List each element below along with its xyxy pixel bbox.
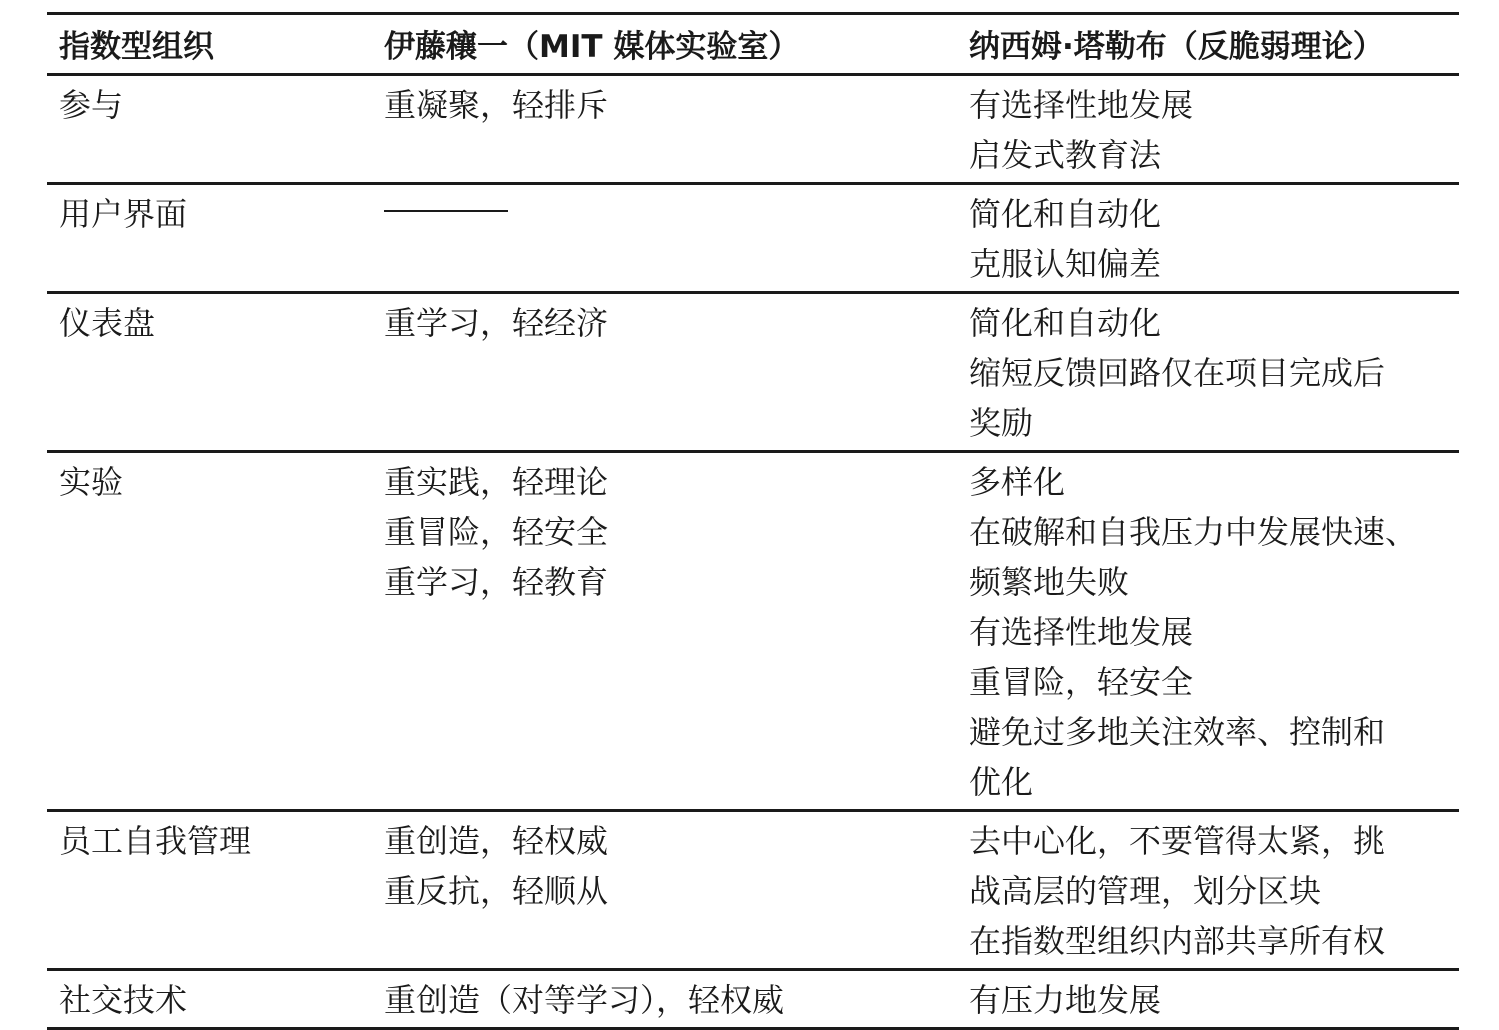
taleb-principle: 有压力地发展 bbox=[969, 981, 1162, 1019]
header-exo-attribute: 指数型组织 bbox=[59, 29, 214, 65]
attribute-text: 社交技术 bbox=[59, 981, 188, 1019]
taleb-principle: 简化和自动化 bbox=[969, 304, 1162, 342]
taleb-principle: 优化 bbox=[969, 763, 1034, 801]
comparison-table-container bbox=[47, 12, 1459, 1030]
ito-principle: 重创造，轻权威 bbox=[384, 822, 609, 860]
taleb-principle: 有选择性地发展 bbox=[969, 86, 1194, 124]
ito-principles bbox=[372, 293, 957, 452]
table-row-autonomy bbox=[47, 811, 1459, 970]
table-row-social-technologies bbox=[47, 970, 1459, 1029]
comparison-table bbox=[47, 12, 1459, 1030]
taleb-principle: 多样化 bbox=[969, 463, 1066, 501]
row-attribute bbox=[47, 293, 372, 452]
attribute-text: 用户界面 bbox=[59, 195, 188, 233]
attribute-text: 参与 bbox=[59, 86, 124, 124]
taleb-principle: 启发式教育法 bbox=[969, 136, 1162, 174]
row-attribute bbox=[47, 75, 372, 184]
table-row-interfaces bbox=[47, 184, 1459, 293]
taleb-principle: 避免过多地关注效率、控制和 bbox=[969, 713, 1386, 751]
ito-principle: 重学习，轻教育 bbox=[384, 563, 609, 601]
row-attribute bbox=[47, 811, 372, 970]
ito-principles bbox=[372, 75, 957, 184]
taleb-principles bbox=[957, 452, 1459, 811]
ito-principles bbox=[372, 811, 957, 970]
attribute-text: 仪表盘 bbox=[59, 304, 156, 342]
taleb-principle: 有选择性地发展 bbox=[969, 613, 1194, 651]
taleb-principle: 奖励 bbox=[969, 404, 1034, 442]
ito-principle: 重学习，轻经济 bbox=[384, 304, 609, 342]
ito-empty-cell bbox=[384, 189, 957, 239]
taleb-principles bbox=[957, 970, 1459, 1029]
taleb-principles bbox=[957, 293, 1459, 452]
header-joi-ito: 伊藤穰一（MIT 媒体实验室） bbox=[384, 29, 800, 65]
attribute-text: 员工自我管理 bbox=[59, 822, 252, 860]
taleb-principles bbox=[957, 184, 1459, 293]
taleb-principle: 在指数型组织内部共享所有权 bbox=[969, 922, 1386, 960]
taleb-principle: 简化和自动化 bbox=[969, 195, 1162, 233]
table-header bbox=[47, 14, 1459, 75]
ito-principle: 重实践，轻理论 bbox=[384, 463, 609, 501]
taleb-principles bbox=[957, 811, 1459, 970]
attribute-text: 实验 bbox=[59, 463, 124, 501]
row-attribute bbox=[47, 970, 372, 1029]
ito-principles bbox=[372, 452, 957, 811]
ito-principles bbox=[372, 970, 957, 1029]
table-body bbox=[47, 75, 1459, 1029]
taleb-principles bbox=[957, 75, 1459, 184]
row-attribute bbox=[47, 184, 372, 293]
taleb-principle: 战高层的管理，划分区块 bbox=[969, 872, 1322, 910]
taleb-principle: 缩短反馈回路仅在项目完成后 bbox=[969, 354, 1386, 392]
table-row-engagement bbox=[47, 75, 1459, 184]
header-row bbox=[47, 14, 1459, 75]
ito-principles bbox=[372, 184, 957, 293]
ito-principle: 重凝聚，轻排斥 bbox=[384, 86, 609, 124]
ito-principle: 重创造（对等学习），轻权威 bbox=[384, 981, 785, 1019]
table-row-dashboards bbox=[47, 293, 1459, 452]
empty-value-dash bbox=[384, 210, 508, 212]
row-attribute bbox=[47, 452, 372, 811]
ito-principle: 重冒险，轻安全 bbox=[384, 513, 609, 551]
taleb-principle: 去中心化，不要管得太紧，挑 bbox=[969, 822, 1386, 860]
ito-principle: 重反抗，轻顺从 bbox=[384, 872, 609, 910]
taleb-principle: 频繁地失败 bbox=[969, 563, 1130, 601]
table-row-experimentation bbox=[47, 452, 1459, 811]
taleb-principle: 重冒险，轻安全 bbox=[969, 663, 1194, 701]
taleb-principle: 克服认知偏差 bbox=[969, 245, 1162, 283]
taleb-principle: 在破解和自我压力中发展快速、 bbox=[969, 513, 1418, 551]
header-nassim-taleb: 纳西姆·塔勒布（反脆弱理论） bbox=[969, 29, 1384, 65]
